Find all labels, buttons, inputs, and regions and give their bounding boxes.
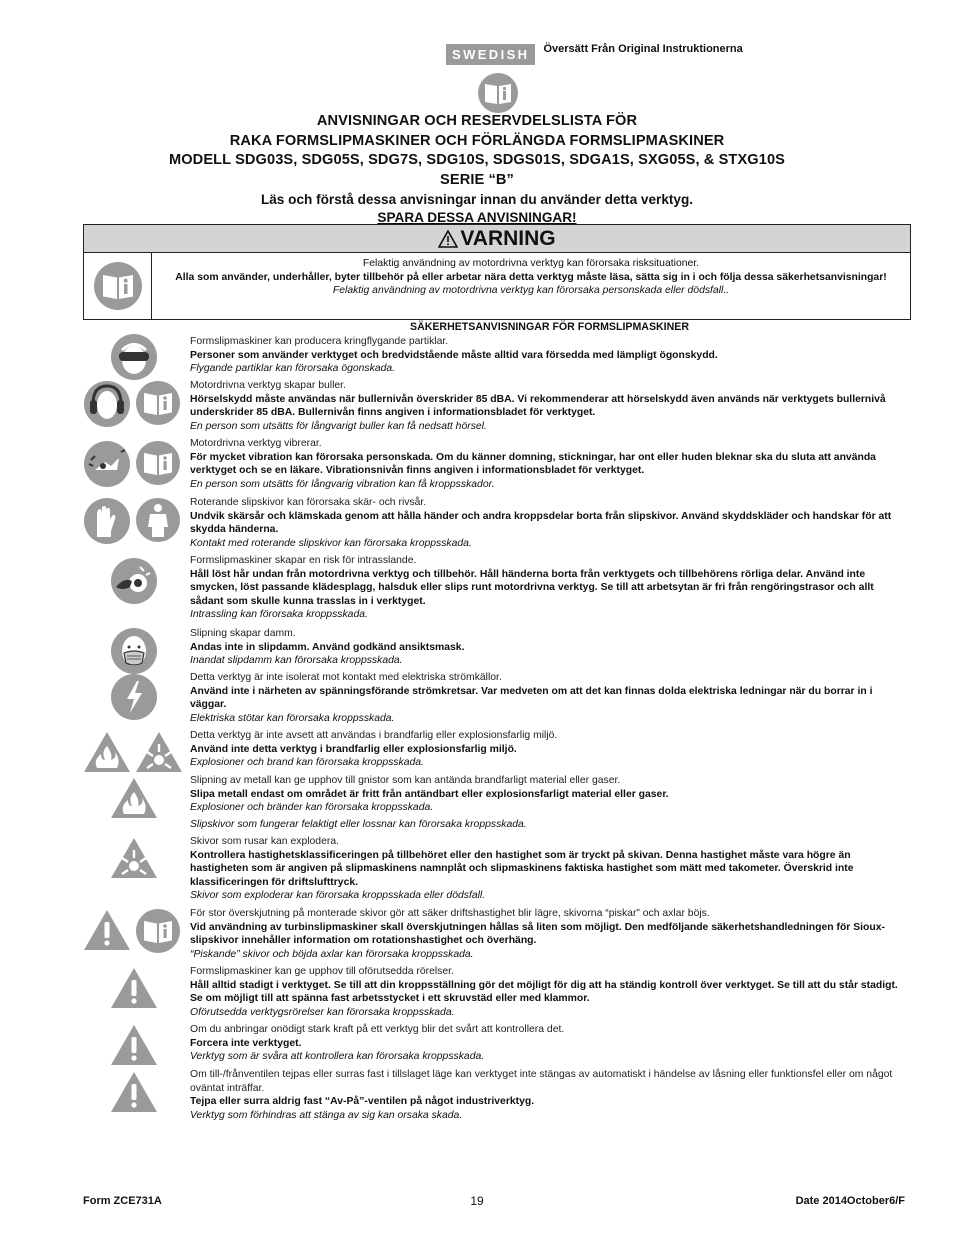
section-instruction: Andas inte in slipdamm. Använd godkänd ansiktsmask. bbox=[190, 641, 465, 653]
page-number: 19 bbox=[470, 1194, 484, 1208]
section-instruction: Tejpa eller surra aldrig fast “Av-På”-ventilen på något industriverktyg. bbox=[190, 1096, 535, 1108]
section-consequence: Skivor som exploderar kan förorsaka kroppsskada eller dödsfall. bbox=[190, 890, 486, 902]
entanglement-hazard-icon bbox=[110, 557, 158, 605]
section-consequence: Intrassling kan förorsaka kroppsskada. bbox=[190, 609, 368, 621]
section-consequence: Elektriska stötar kan förorsaka kroppsskada. bbox=[190, 712, 395, 724]
safety-section-overspeed bbox=[190, 835, 910, 903]
warning-box bbox=[83, 224, 911, 320]
section-statement: Om du anbringar onödigt stark kraft på ett verktyg blir det svårt att kontrollera det. bbox=[190, 1024, 565, 1035]
section-consequence: Kontakt med roterande slipskivor kan förorsaka kroppsskada. bbox=[190, 537, 472, 549]
section-statement: Slipning skapar damm. bbox=[190, 628, 296, 639]
form-date: Date 2014October6/F bbox=[795, 1195, 905, 1207]
section-consequence: Explosioner och brand kan förorsaka kroppsskada. bbox=[190, 757, 424, 769]
section-consequence: Flygande partiklar kan förorsaka ögonskada. bbox=[190, 363, 396, 375]
section-instruction: Personer som använder verktyget och bredvidstående måste alltid vara försedda med lämpligt ögonskydd. bbox=[190, 349, 718, 361]
safety-section-entanglement bbox=[190, 554, 910, 622]
title-line-3: MODELL SDG03S, SDG05S, SDG7S, SDG10S, SDGS01S, SDGA1S, SXG05S, & STXG10S bbox=[168, 152, 786, 168]
section-consequence: Verktyg som är svåra att kontrollera kan förorsaka kroppsskada. bbox=[190, 1051, 485, 1063]
warning-line-3: Felaktig användning av motordrivna verktyg kan förorsaka personskada eller dödsfall.. bbox=[332, 285, 730, 297]
safety-section-explosive-environment bbox=[190, 729, 910, 770]
flammable-hazard-icon bbox=[110, 776, 158, 820]
section-statement: Formslipmaskiner skapar en risk för intrasslande. bbox=[190, 555, 417, 566]
translation-note: Översätt Från Original Instruktionerna bbox=[543, 43, 743, 55]
manual-book-icon bbox=[135, 380, 181, 426]
safety-section-electric bbox=[190, 671, 910, 725]
safety-section-dust bbox=[190, 627, 910, 668]
caution-icon bbox=[83, 908, 131, 952]
warning-line-2: Alla som använder, underhåller, byter tillbehör på eller arbetar nära detta verktyg måste läsa, sätta sig in i och följa dessa säkerhetsanvisningar! bbox=[175, 271, 887, 283]
title-line-2: RAKA FORMSLIPMASKINER OCH FÖRLÄNGDA FORMSLIPMASKINER bbox=[229, 132, 725, 149]
explosive-hazard-icon bbox=[135, 730, 183, 774]
caution-icon bbox=[110, 1023, 158, 1067]
protective-clothing-icon bbox=[135, 497, 181, 543]
warning-heading bbox=[84, 225, 910, 253]
safety-section-overhang bbox=[190, 907, 910, 961]
caution-icon bbox=[110, 966, 158, 1010]
safety-heading: SÄKERHETSANVISNINGAR FÖR FORMSLIPMASKINER bbox=[410, 321, 689, 333]
safety-section-vibration bbox=[190, 437, 910, 491]
safety-section-throttle bbox=[190, 1068, 910, 1122]
section-consequence: Slipskivor som fungerar felaktigt eller lossnar kan förorsaka kroppsskada. bbox=[190, 819, 527, 830]
section-instruction: Hörselskydd måste användas när bullernivån överskrider 85 dBA. Vi rekommenderar att hörselskydd även används när verktygets bullernivå underskrider 85 dBA. Bullernivån finns angiven i informationsbladet för verktyget. bbox=[190, 393, 886, 419]
section-statement: Detta verktyg är inte avsett att användas i brandfarlig eller explosionsfarlig miljö. bbox=[190, 730, 558, 741]
safety-section-sparks bbox=[190, 774, 910, 815]
section-instruction: Vid användning av turbinslipmaskiner skall överskjutningen hållas så liten som möjligt. Den medföljande säkerhetshandledningen för Sioux-slipskivor innehåller information om rotationshastighet och överhäng. bbox=[190, 921, 885, 947]
manual-book-icon bbox=[135, 908, 181, 954]
save-instructions: SPARA DESSA ANVISNINGAR! bbox=[377, 210, 577, 225]
section-statement: Roterande slipskivor kan förorsaka skär- och rivsår. bbox=[190, 497, 427, 508]
section-consequence: En person som utsätts för långvarigt buller kan få nedsatt hörsel. bbox=[190, 420, 487, 432]
warning-heading-text: VARNING bbox=[460, 227, 556, 250]
section-statement: Motordrivna verktyg skapar buller. bbox=[190, 380, 346, 391]
section-statement: Motordrivna verktyg vibrerar. bbox=[190, 438, 322, 449]
manual-book-icon bbox=[477, 72, 519, 114]
eye-protection-icon bbox=[110, 333, 158, 381]
safety-section-noise bbox=[190, 379, 910, 433]
section-consequence: Explosioner och bränder kan förorsaka kroppsskada. bbox=[190, 802, 434, 814]
vibration-hazard-icon bbox=[83, 440, 131, 488]
section-instruction: Håll löst hår undan från motordrivna verktyg och tillbehör. Håll händerna borta från verktygets och tillbehörens rörliga delar. Använd inte smycken, löst passande klädesplagg, halsduk eller slips runt motordrivna verktyg. Se till att arbetsytan är fri från rengöringstrasor och allt sådant som skulle kunna trasslas in i verktyget. bbox=[190, 568, 874, 607]
section-consequence: “Piskande” skivor och böjda axlar kan förorsaka kroppsskada. bbox=[190, 948, 474, 960]
flammable-hazard-icon bbox=[83, 730, 131, 774]
section-consequence: Inandat slipdamm kan förorsaka kroppsskada. bbox=[190, 655, 403, 667]
section-statement: Slipning av metall kan ge upphov till gnistor som kan antända brandfarligt material eller gaser. bbox=[190, 775, 621, 786]
section-statement: Formslipmaskiner kan ge upphov till oförutsedda rörelser. bbox=[190, 966, 454, 977]
manual-book-icon bbox=[135, 440, 181, 486]
safety-section-unexpected-movement bbox=[190, 965, 910, 1019]
section-statement: Formslipmaskiner kan producera kringflygande partiklar. bbox=[190, 336, 449, 347]
manual-book-icon bbox=[93, 261, 143, 311]
section-consequence: Verktyg som förhindras att stänga av sig kan orsaka skada. bbox=[190, 1109, 463, 1121]
warning-triangle-icon bbox=[438, 230, 458, 248]
title-line-1: ANVISNINGAR OCH RESERVDELSLISTA FÖR bbox=[316, 113, 638, 129]
warning-text bbox=[152, 253, 910, 319]
safety-section-force bbox=[190, 1023, 910, 1064]
language-row bbox=[446, 43, 743, 65]
caution-icon bbox=[110, 1070, 158, 1114]
section-instruction: Håll alltid stadigt i verktyget. Se till att din kroppsställning gör det möjligt för dig att ha ständig kontroll över verktyget. Se till att du står stadigt. Se om möjligt till att spänna fast arbetsstycket i ett skruvstäd eller med klammor. bbox=[190, 979, 898, 1005]
section-consequence: Oförutsedda verktygsrörelser kan förorsaka kroppsskada. bbox=[190, 1006, 455, 1018]
title-line-4: SERIE “B” bbox=[440, 171, 514, 188]
warning-icon-cell bbox=[84, 253, 152, 319]
section-statement: Om till-/frånventilen tejpas eller surras fast i tillslaget läge kan verktyget inte stängas av automatiskt i händelse av låsning eller funktionsfel eller om något oväntat inträffar. bbox=[190, 1069, 893, 1094]
hearing-protection-icon bbox=[83, 380, 131, 428]
read-instructions: Läs och förstå dessa anvisningar innan du använder detta verktyg. bbox=[260, 192, 694, 207]
section-instruction: Forcera inte verktyget. bbox=[190, 1037, 302, 1049]
electric-shock-icon bbox=[110, 673, 158, 721]
section-consequence: En person som utsätts för långvarig vibration kan få kroppsskador. bbox=[190, 478, 495, 490]
protective-gloves-icon bbox=[83, 497, 131, 545]
section-instruction: För mycket vibration kan förorsaka personskada. Om du känner domning, stickningar, har ont eller huden bleknar ska du sluta att använda verktyget och se en läkare. Vibrationsnivån finns angiven i informationsbladet för verktyget. bbox=[190, 451, 876, 477]
section-instruction: Använd inte i närheten av spänningsförande strömkretsar. Var medveten om att det kan finnas dolda elektriska ledningar när du borrar in i väggar. bbox=[190, 685, 873, 711]
safety-section-cuts bbox=[190, 496, 910, 550]
title-block bbox=[0, 112, 954, 227]
section-statement: Skivor som rusar kan explodera. bbox=[190, 836, 339, 847]
section-statement: Detta verktyg är inte isolerat mot kontakt med elektriska strömkällor. bbox=[190, 672, 502, 683]
explosive-hazard-icon bbox=[110, 836, 158, 880]
section-instruction: Slipa metall endast om området är fritt från antändbart eller explosionsfarligt material eller gaser. bbox=[190, 788, 669, 800]
section-statement: För stor överskjutning på monterade skivor gör att säker driftshastighet blir lägre, skivorna “piskar” och axlar böjs. bbox=[190, 908, 710, 919]
section-instruction: Undvik skärsår och klämskada genom att hålla händer och andra kroppsdelar borta från slipskivor. Använd skyddskläder och handskar för att skydda händerna. bbox=[190, 510, 892, 536]
language-badge: SWEDISH bbox=[446, 44, 535, 65]
dust-mask-icon bbox=[110, 627, 158, 675]
section-instruction: Kontrollera hastighetsklassificeringen på tillbehöret eller den hastighet som är tryckt på skivan. Denna hastighet måste vara högre än hastigheten som är angiven på slipmaskinens namnplåt och slipmaskinens faktiska hastighet som mätt med takometer. Överskrid inte klassificeringen för driftslufttryck. bbox=[190, 849, 854, 888]
form-number: Form ZCE731A bbox=[83, 1195, 162, 1207]
section-instruction: Använd inte detta verktyg i brandfarlig eller explosionsfarlig miljö. bbox=[190, 743, 517, 755]
safety-section-eye bbox=[190, 335, 910, 376]
warning-line-1: Felaktig användning av motordrivna verktyg kan förorsaka risksituationer. bbox=[362, 258, 700, 269]
safety-section-loose-wheels bbox=[190, 818, 910, 832]
